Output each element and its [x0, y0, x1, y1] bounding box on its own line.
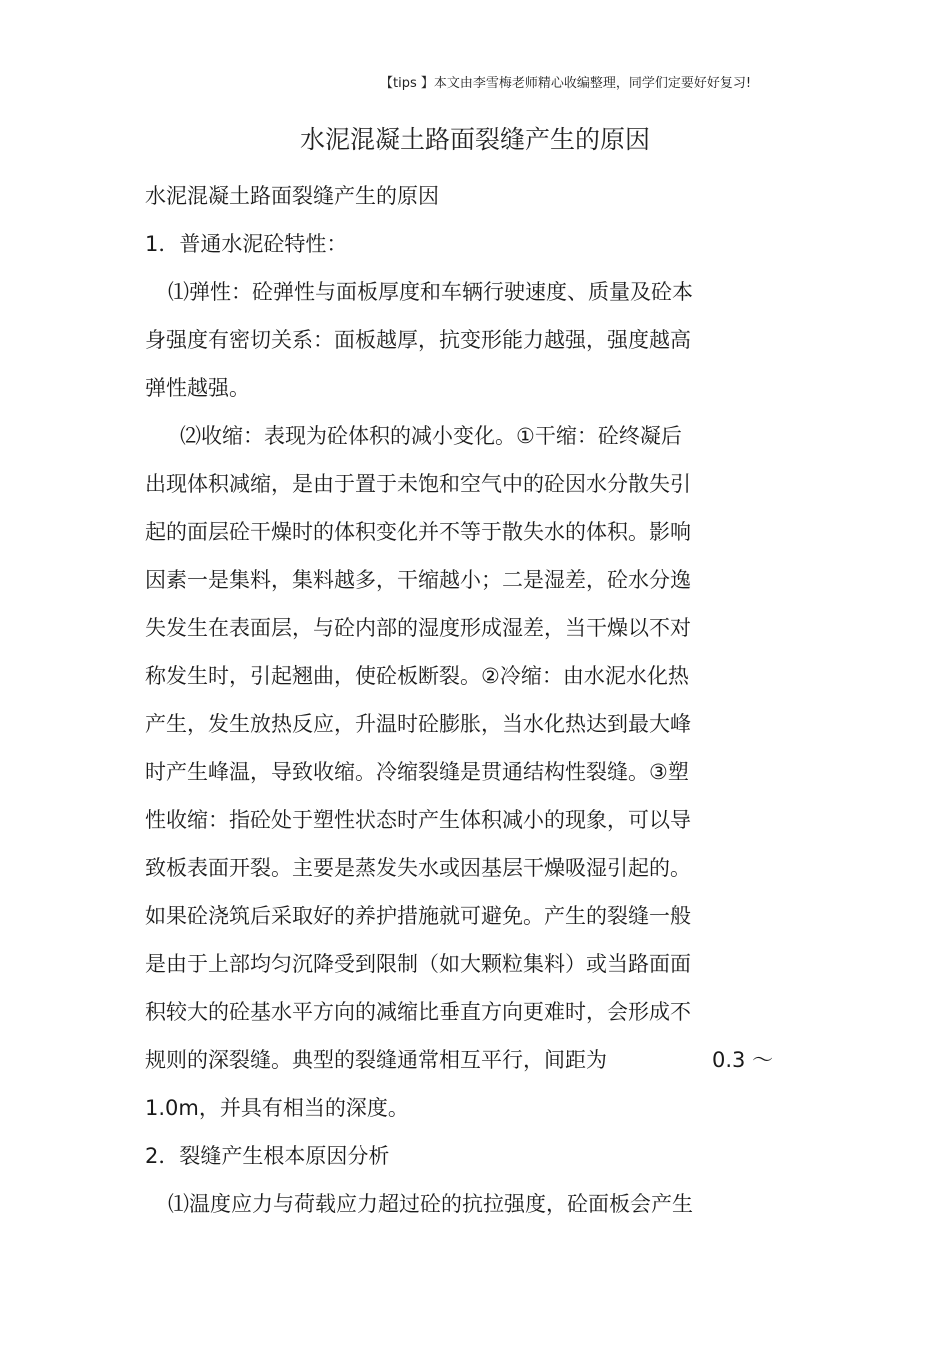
paragraph-line: 积较大的砼基水平方向的减缩比垂直方向更难时，会形成不: [145, 1000, 691, 1024]
paragraph-line: 性收缩：指砼处于塑性状态时产生体积减小的现象，可以导: [145, 808, 691, 832]
range-value: 0.3 ～: [712, 1048, 774, 1072]
paragraph-line: 起的面层砼干燥时的体积变化并不等于散失水的体积。影响: [145, 520, 691, 544]
paragraph-line: 出现体积减缩，是由于置于未饱和空气中的砼因水分散失引: [145, 472, 691, 496]
paragraph-line: 失发生在表面层，与砼内部的湿度形成湿差，当干燥以不对: [145, 616, 691, 640]
section-heading-2: 2．裂缝产生根本原因分析: [145, 1144, 390, 1168]
paragraph-line: 身强度有密切关系：面板越厚，抗变形能力越强，强度越高: [145, 328, 691, 352]
paragraph-line: ⑵收缩：表现为砼体积的减小变化。①干缩：砼终凝后: [180, 424, 682, 448]
paragraph-line: ⑴温度应力与荷载应力超过砼的抗拉强度，砼面板会产生: [168, 1192, 693, 1216]
paragraph-line: 1.0m，并具有相当的深度。: [145, 1096, 409, 1120]
paragraph-line: 因素一是集料，集料越多，干缩越小；二是湿差，砼水分逸: [145, 568, 691, 592]
document-title: 水泥混凝土路面裂缝产生的原因: [299, 125, 650, 154]
paragraph-line: 是由于上部均匀沉降受到限制（如大颗粒集料）或当路面面: [145, 952, 691, 976]
paragraph-line: 弹性越强。: [145, 376, 250, 400]
paragraph-line: 时产生峰温，导致收缩。冷缩裂缝是贯通结构性裂缝。③塑: [145, 760, 689, 784]
paragraph-line: 产生，发生放热反应，升温时砼膨胀，当水化热达到最大峰: [145, 712, 691, 736]
subtitle-line: 水泥混凝土路面裂缝产生的原因: [145, 184, 439, 208]
paragraph-line: 称发生时，引起翘曲，使砼板断裂。②冷缩：由水泥水化热: [145, 664, 689, 688]
paragraph-line: 如果砼浇筑后采取好的养护措施就可避免。产生的裂缝一般: [145, 904, 691, 928]
tips-header: 【tips 】本文由李雪梅老师精心收编整理，同学们定要好好复习!: [380, 76, 752, 91]
section-heading-1: 1．普通水泥砼特性：: [145, 232, 348, 256]
paragraph-line: ⑴弹性：砼弹性与面板厚度和车辆行驶速度、质量及砼本: [168, 280, 693, 304]
paragraph-line: 致板表面开裂。主要是蒸发失水或因基层干燥吸湿引起的。: [145, 856, 691, 880]
paragraph-line: 规则的深裂缝。典型的裂缝通常相互平行，间距为: [145, 1048, 607, 1072]
